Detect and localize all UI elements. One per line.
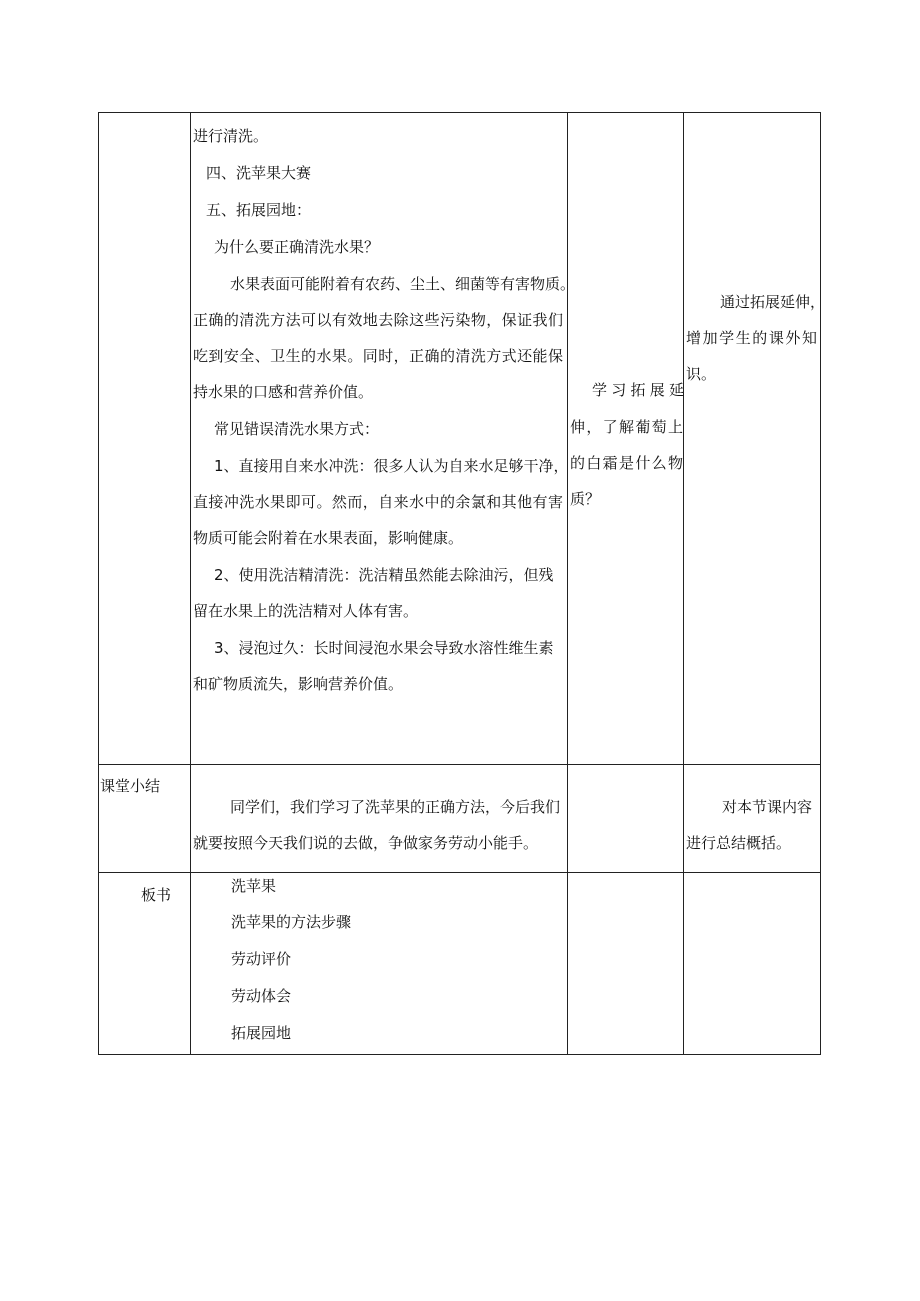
mistake-3-line: 3、浸泡过久：长时间浸泡水果会导致水溶性维生素 (214, 639, 554, 657)
section-heading-apple-contest: 四、洗苹果大赛 (206, 164, 312, 182)
row-label-class-summary: 课堂小结 (100, 777, 161, 795)
mistake-1-line: 1、直接用自来水冲洗：很多人认为自来水足够干净， (214, 457, 569, 475)
column-divider-1 (190, 112, 191, 1055)
answer-line: 正确的清洗方法可以有效地去除这些污染物，保证我们 (193, 311, 563, 329)
column-divider-3 (683, 112, 684, 1055)
mistake-3-line: 和矿物质流失，影响营养价值。 (193, 675, 404, 693)
design-intent-line: 通过拓展延伸， (720, 293, 826, 311)
answer-line: 持水果的口感和营养价值。 (193, 383, 374, 401)
mistake-2-line: 2、使用洗洁精清洗：洗洁精虽然能去除油污，但残 (214, 566, 554, 584)
answer-line: 水果表面可能附着有农药、尘土、细菌等有害物质。 (230, 275, 576, 293)
blackboard-item: 洗苹果的方法步骤 (231, 913, 352, 931)
mistake-1-line: 物质可能会附着在水果表面，影响健康。 (193, 529, 464, 547)
blackboard-item: 洗苹果 (231, 877, 277, 895)
table-top-border (98, 112, 821, 113)
row-divider-1 (98, 764, 821, 765)
summary-line: 同学们，我们学习了洗苹果的正确方法，今后我们 (230, 798, 561, 816)
table-left-border (98, 112, 99, 1055)
table-right-border (820, 112, 821, 1055)
summary-line: 就要按照今天我们说的去做，争做家务劳动小能手。 (193, 834, 539, 852)
student-activity-line: 质？ (570, 490, 601, 508)
blackboard-item: 劳动评价 (231, 950, 292, 968)
row-label-blackboard: 板书 (141, 886, 172, 904)
summary-intent-line: 进行总结概括。 (686, 834, 792, 852)
column-divider-2 (567, 112, 568, 1055)
row-divider-2 (98, 872, 821, 873)
design-intent-line: 识。 (686, 365, 717, 383)
extension-question: 为什么要正确清洗水果？ (214, 238, 380, 256)
student-activity-line: 伸，了解葡萄上 (570, 418, 683, 436)
answer-line: 吃到安全、卫生的水果。同时，正确的清洗方式还能保 (193, 347, 563, 365)
blackboard-item: 劳动体会 (231, 987, 292, 1005)
section-heading-extension: 五、拓展园地： (206, 201, 312, 219)
table-bottom-border (98, 1054, 821, 1055)
blackboard-item: 拓展园地 (231, 1024, 292, 1042)
mistake-2-line: 留在水果上的洗洁精对人体有害。 (193, 602, 419, 620)
mistake-1-line: 直接冲洗水果即可。然而，自来水中的余氯和其他有害 (193, 493, 563, 511)
student-activity-line: 的白霜是什么物 (570, 454, 683, 472)
student-activity-line: 学习拓展延 (592, 381, 684, 399)
design-intent-line: 增加学生的课外知 (686, 329, 817, 347)
summary-intent-line: 对本节课内容 (722, 798, 813, 816)
content-line-continued: 进行清洗。 (193, 127, 269, 145)
mistakes-title: 常见错误清洗水果方式： (214, 420, 380, 438)
